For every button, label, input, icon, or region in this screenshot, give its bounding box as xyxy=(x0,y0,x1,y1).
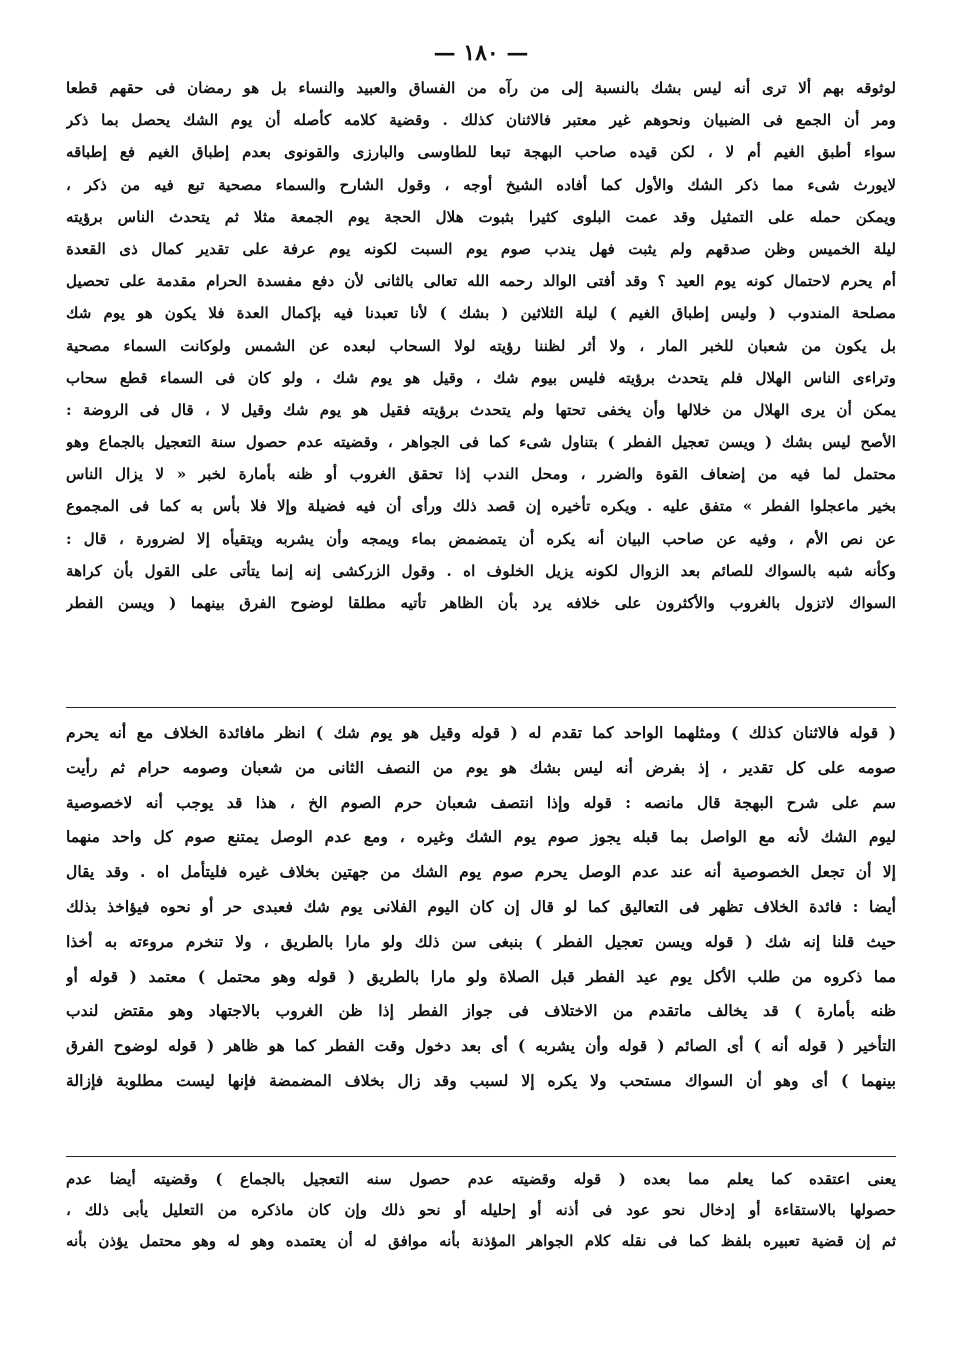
page-number: — ١٨٠ — xyxy=(433,40,529,66)
main-text-line: سواء أطبق الغيم أم لا ، لكن قيده صاحب البهجة تبعا للطاوسى والبارزى والقونوى بعدم إطباق الغيم فع إطباقه xyxy=(66,143,896,162)
main-text-line: لوثوقه بهم ألا ترى أنه ليس بشك بالنسبة إلى من رآه من الفساق والعبيد والنساء بل هو رمضان فى حقهم قطعا xyxy=(66,79,896,97)
main-text-line: عن نص الأم ، وفيه عن صاحب البيان أنه يكره أن يتمضمض بماء ويمجه وأن يشربه ويتقيأه إلا لضرورة ، قال : xyxy=(66,529,896,548)
main-text-line: السواك لاتزول بالغروب والأكثرون على خلافه يرد بأن الظاهر تأتيه مطلقا لوضوح الفرق بينهما ( ويسن الفطر xyxy=(66,594,896,612)
main-text-line: بخير ماعجلوا الفطر » متفق عليه . ويكره تأخيره إن قصد ذلك ورأى أن فيه فضيلة وإلا فلا بأس به كما فى المجموع xyxy=(66,497,896,516)
commentary-line: إلا أن تجعل الخصوصية أنه عند عدم الوصل يحرم صوم يوم الشك من جهتين بخلاف غيره فليتأمل اه . وقد يقال xyxy=(66,862,896,882)
main-text-line: لايورث شىء مما ذكر الشك والأول كما أفاده الشيخ أوجه ، وقول الشارح والسماء مصحية تبع فيه من ذكر ، xyxy=(66,175,896,194)
main-text-line: أم يحرم لاحتمال كونه يوم العيد ؟ وقد أفتى الوالد رحمه الله تعالى بالثانى لأن دفع مفسدة الحرام مقدمة على تحصيل xyxy=(66,272,896,291)
main-text-line: يمكن أن يرى الهلال من خلالها وأن يخفى تحتها ولم يتحدث برؤيته فقيل هو يوم شك وقيل لا ، قال فى الروضة : xyxy=(66,400,896,419)
main-text-line: ليلة الخميس وظن صدقهم ولم يثبت فهل يندب صوم يوم السبت لكونه يوم عرفة على تقدير كمال ذى القعدة xyxy=(66,239,896,258)
commentary-line: حيث قلنا إنه شك ( قوله ويسن تعجيل الفطر ) بنبغى سن ذلك ولو مارا بالطريق ، ولا تنخرم مروءته به أخذا xyxy=(66,931,896,951)
footnote-line: ثم إن قضية تعبيره بلفظ كما فى نقله كلام الجواهر المؤذنة بأنه موافق له أن يعتمده وهو له وهو محتمل يؤذن بأنه xyxy=(66,1232,896,1250)
commentary-line: ليوم الشك لأنه مع الواصل بما قبله يجوز صوم يوم الشك وغيره ، ومع عدم الوصل يمتنع صوم كل واحد منهما xyxy=(66,827,896,847)
main-text-line: بل يكون من شعبان للخبر المار ، ولا أثر لظننا رؤيته لولا السحاب لبعده عن الشمس ولوكانت السماء مصحية xyxy=(66,336,896,355)
commentary-line: ( قوله فالاثنان كذلك ) ومثلهما الواحد كما تقدم له ( قوله وقيل هو يوم شك ) انظر مافائدة الخلاف مع أنه يحرم xyxy=(66,723,896,742)
commentary-line: صومه على كل تقدير ، إذ بفرض أنه ليس بشك هو يوم من النصف الثانى من شعبان وصومه حرام ثم رأيت xyxy=(66,757,896,777)
commentary-block xyxy=(66,716,896,1099)
divider-rule xyxy=(66,1156,896,1157)
commentary-line: أيضا : فائدة الخلاف تظهر فى التعاليق كما لو قال إن كان اليوم الفلانى يوم شك فعبدى حر أو نحوه فيؤاخذ بذلك xyxy=(66,896,896,916)
main-text-line: ومر أن الجمع فى الضبيان ونحوهم غير معتبر فالاثنان كذلك . وقضية كلامه كأصله أن يوم الشك يحصل بما ذكر xyxy=(66,111,896,130)
commentary-line: ظنه بأمارة ) قد يخالف ماتقدم من الاختلاف فى جواز الفطر إذا ظن الغروب بالاجتهاد وهو مقتض لندب xyxy=(66,1001,896,1021)
commentary-line: مما ذكروه من طلب الأكل يوم عيد الفطر قبل الصلاة ولو مارا بالطريق ( قوله وهو محتمل ) معتمد ( قوله أو xyxy=(66,966,896,986)
main-text-line: الأصح ليس بشك ( ويسن تعجيل الفطر ) بتناول شىء كما فى الجواهر ، وقضيته عدم حصول سنة التعجيل بالجماع وهو xyxy=(66,433,896,452)
divider-rule xyxy=(66,707,896,708)
main-text-block xyxy=(66,72,896,619)
footnote-line: حصولها بالاستقاءة أو إدخال نحو عود فى أذنه أو إحليله أو نحو ذلك وإن كان ماذكره من التعليل يأبى ذلك ، xyxy=(66,1201,896,1219)
main-text-line: مصلحة المندوب ( وليس إطباق الغيم ) ليلة الثلاثين ( بشك ) لأنا تعبدنا فيه بإكمال العدة فلا يكون هو يوم شك xyxy=(66,304,896,323)
commentary-line: التأخير ( قوله أنه ) أى الصائم ( قوله وأن يشربه ) أى بعد دخول وقت الفطر كما هو ظاهر ( قوله لوضوح الفرق xyxy=(66,1036,896,1056)
commentary-line: بينهما ) أى وهو أن السواك مستحب ولا يكره إلا لسبب وقد زال بخلاف المضمضة فإنها ليست مطلوبة فإزالة xyxy=(66,1070,896,1090)
main-text-line: محتمل لما فيه من إضعاف القوة والضرر ، ومحل الندب إذا تحقق الغروب أو ظنه بأمارة لخبر « لا يزال الناس xyxy=(66,465,896,484)
main-text-line: وتراءى الناس الهلال فلم يتحدث برؤيته فليس بيوم شك ، وقيل هو يوم شك ، ولو كان فى السماء قطع سحاب xyxy=(66,368,896,387)
main-text-line: وكأنه شبه بالسواك للصائم بعد الزوال لكونه يزيل الخلوف اه . وقول الزركشى إنه إنما يتأتى على القول بأن كراهة xyxy=(66,561,896,580)
footnote-line: يعنى اعتقده كما يعلم مما بعده ( قوله وقضيته عدم حصول سنه التعجيل بالجماع ) وقضيته أيضا عدم xyxy=(66,1170,896,1188)
commentary-line: سم على شرح البهجة قال مانصه : قوله وإذا انتصف شعبان حرم الصوم الخ ، هذا قد يوجب أنه لاخصوصية xyxy=(66,792,896,812)
main-text-line: ويمكن حمله على التمثيل وقد عمت البلوى كثيرا بثبوت هلال الحجة يوم الجمعة مثلا ثم يتحدث الناس برؤيته xyxy=(66,207,896,226)
footnote-block xyxy=(66,1164,896,1257)
